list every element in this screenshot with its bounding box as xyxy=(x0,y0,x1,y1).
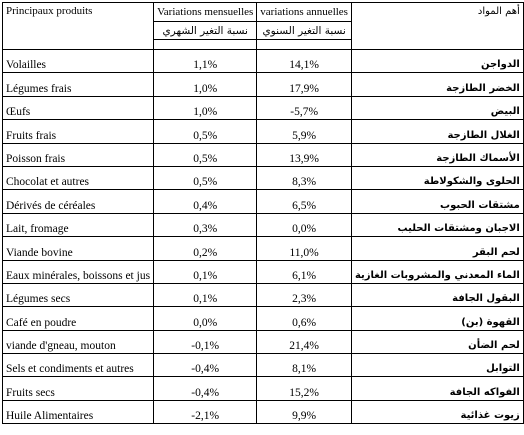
product-name-fr: Fruits frais xyxy=(3,120,154,143)
annual-variation: 15,2% xyxy=(257,377,352,400)
spacer-cell xyxy=(257,40,352,50)
monthly-variation: -0,4% xyxy=(154,377,257,400)
monthly-variation: 1,0% xyxy=(154,96,257,119)
product-name-fr: Eaux minérales, boissons et jus xyxy=(3,260,154,283)
table-row xyxy=(3,283,524,306)
product-name-fr: Dérivés de céréales xyxy=(3,190,154,213)
product-name-ar: لحم الضأن xyxy=(351,330,523,353)
table-row xyxy=(3,120,524,143)
monthly-variation: -0,4% xyxy=(154,354,257,377)
header-row xyxy=(3,3,524,22)
annual-variation: 9,9% xyxy=(257,400,352,423)
table-row xyxy=(3,354,524,377)
product-name-fr: Poisson frais xyxy=(3,143,154,166)
monthly-variation: 0,5% xyxy=(154,143,257,166)
annual-variation: 17,9% xyxy=(257,73,352,96)
header-products-ar: أهم المواد xyxy=(351,3,523,50)
product-name-ar: لحم البقر xyxy=(351,237,523,260)
table-row xyxy=(3,307,524,330)
monthly-variation: 0,1% xyxy=(154,283,257,306)
monthly-variation: 0,3% xyxy=(154,213,257,236)
product-name-fr: Légumes frais xyxy=(3,73,154,96)
product-name-ar: الفواكه الجافة xyxy=(351,377,523,400)
annual-variation: 5,9% xyxy=(257,120,352,143)
product-name-fr: Légumes secs xyxy=(3,283,154,306)
product-name-fr: Sels et condiments et autres xyxy=(3,354,154,377)
table-row xyxy=(3,213,524,236)
table-row xyxy=(3,377,524,400)
price-variations-table xyxy=(2,2,524,424)
annual-variation: 11,0% xyxy=(257,237,352,260)
header-monthly-fr: Variations mensuelles xyxy=(154,3,257,22)
monthly-variation: 1,1% xyxy=(154,50,257,73)
annual-variation: 8,3% xyxy=(257,166,352,189)
product-name-fr: Œufs xyxy=(3,96,154,119)
product-name-fr: Café en poudre xyxy=(3,307,154,330)
annual-variation: -5,7% xyxy=(257,96,352,119)
product-name-ar: الماء المعدني والمشروبات الغازية xyxy=(351,260,523,283)
spacer-cell xyxy=(154,40,257,50)
monthly-variation: 0,5% xyxy=(154,120,257,143)
product-name-fr: Viande bovine xyxy=(3,237,154,260)
annual-variation: 0,6% xyxy=(257,307,352,330)
product-name-ar: الدواجن xyxy=(351,50,523,73)
table-row xyxy=(3,96,524,119)
table-row xyxy=(3,190,524,213)
product-name-ar: الاجبان ومشتقات الحليب xyxy=(351,213,523,236)
product-name-ar: الغلال الطازجة xyxy=(351,120,523,143)
annual-variation: 6,5% xyxy=(257,190,352,213)
product-name-ar: الحلوى والشكولاطة xyxy=(351,166,523,189)
table-row xyxy=(3,73,524,96)
annual-variation: 6,1% xyxy=(257,260,352,283)
product-name-ar: زيوت غذائية xyxy=(351,400,523,423)
monthly-variation: 0,1% xyxy=(154,260,257,283)
table-row xyxy=(3,166,524,189)
header-products-fr: Principaux produits xyxy=(3,3,154,50)
monthly-variation: 0,0% xyxy=(154,307,257,330)
table-row xyxy=(3,50,524,73)
product-name-ar: الخضر الطازجة xyxy=(351,73,523,96)
product-name-fr: Volailles xyxy=(3,50,154,73)
product-name-fr: viande d'gneau, mouton xyxy=(3,330,154,353)
annual-variation: 13,9% xyxy=(257,143,352,166)
product-name-fr: Lait, fromage xyxy=(3,213,154,236)
monthly-variation: 0,5% xyxy=(154,166,257,189)
product-name-ar: البقول الجافة xyxy=(351,283,523,306)
table-row xyxy=(3,330,524,353)
monthly-variation: 1,0% xyxy=(154,73,257,96)
header-monthly-ar: نسبة التغير الشهري xyxy=(154,22,257,40)
monthly-variation: -0,1% xyxy=(154,330,257,353)
table-row xyxy=(3,237,524,260)
header-annual-ar: نسبة التغير السنوي xyxy=(257,22,352,40)
table-row xyxy=(3,400,524,423)
annual-variation: 14,1% xyxy=(257,50,352,73)
table-row xyxy=(3,143,524,166)
annual-variation: 2,3% xyxy=(257,283,352,306)
product-name-fr: Huile Alimentaires xyxy=(3,400,154,423)
annual-variation: 21,4% xyxy=(257,330,352,353)
monthly-variation: -2,1% xyxy=(154,400,257,423)
product-name-fr: Fruits secs xyxy=(3,377,154,400)
table-row xyxy=(3,260,524,283)
annual-variation: 8,1% xyxy=(257,354,352,377)
product-name-ar: مشتقات الحبوب xyxy=(351,190,523,213)
product-name-fr: Chocolat et autres xyxy=(3,166,154,189)
product-name-ar: التوابل xyxy=(351,354,523,377)
annual-variation: 0,0% xyxy=(257,213,352,236)
monthly-variation: 0,2% xyxy=(154,237,257,260)
product-name-ar: القهوة (بن) xyxy=(351,307,523,330)
product-name-ar: الأسماك الطازجة xyxy=(351,143,523,166)
header-annual-fr: variations annuelles xyxy=(257,3,352,22)
monthly-variation: 0,4% xyxy=(154,190,257,213)
product-name-ar: البيض xyxy=(351,96,523,119)
